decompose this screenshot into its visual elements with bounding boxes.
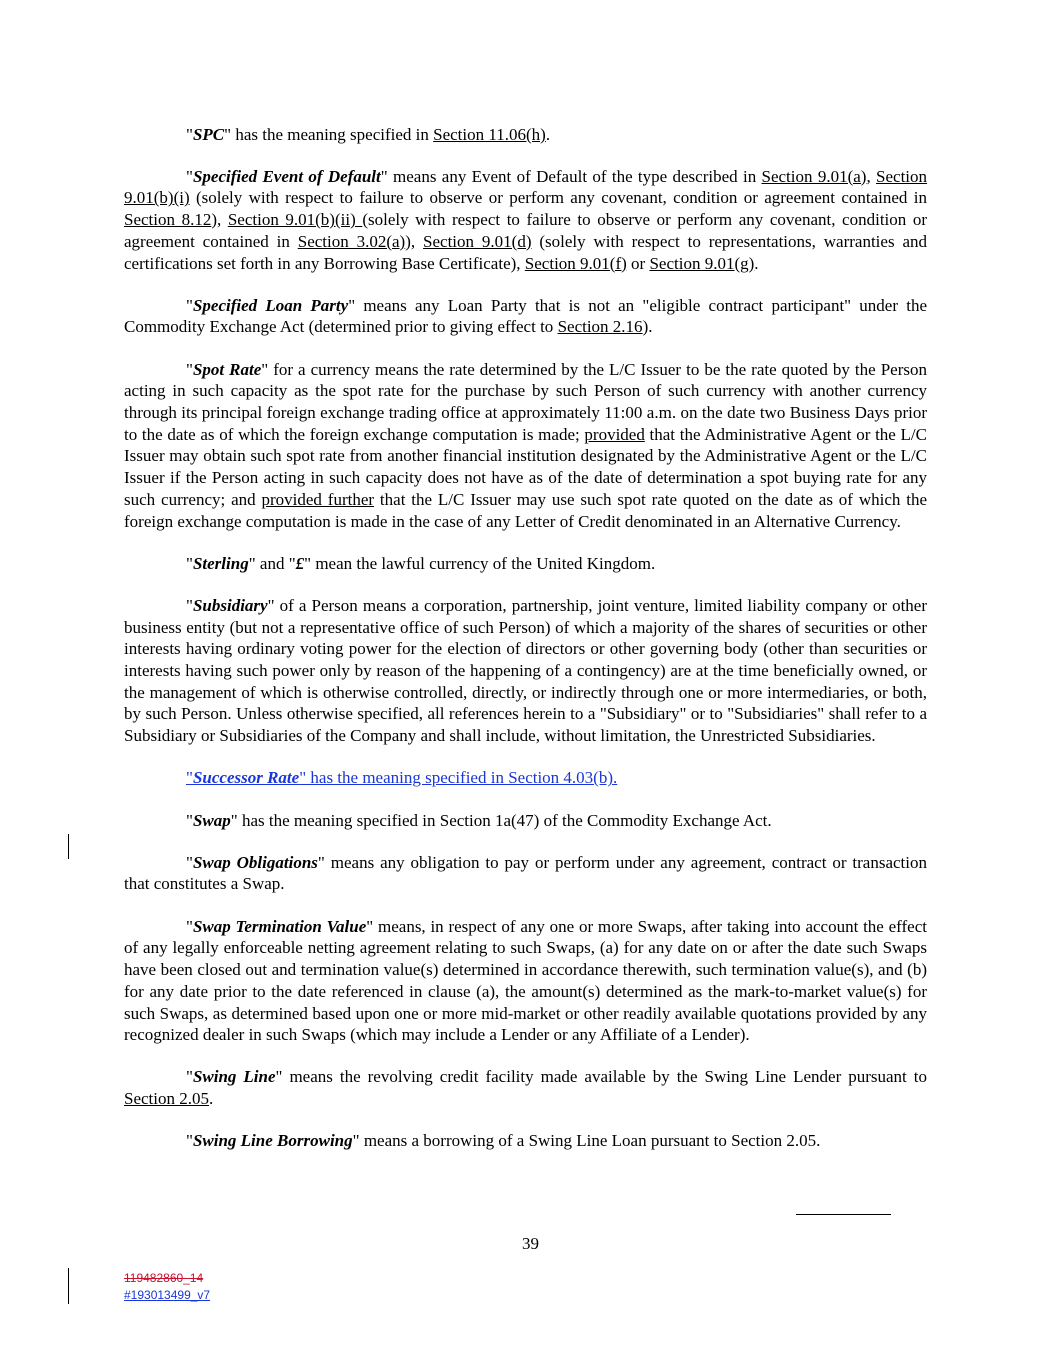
defined-term: SPC [192, 125, 225, 144]
provided-term: provided [584, 424, 645, 444]
defined-term: Successor Rate [192, 768, 300, 788]
defined-term: Spot Rate [192, 359, 262, 379]
cross-reference: Section 9.01(d) [423, 231, 532, 251]
change-bar [68, 1268, 69, 1304]
cross-reference: Section 9.01(g) [649, 253, 755, 273]
defined-term: Subsidiary [192, 595, 268, 615]
provided-further-term: provided further [261, 489, 375, 509]
defined-term: Swap Obligations [192, 852, 318, 872]
defined-term: £ [295, 553, 305, 573]
change-bar [68, 834, 69, 859]
definition-swap-obligations: "Swap Obligations" means any obligation to pay or perform under any agreement, contract or transaction that constitutes a Swap. [124, 852, 927, 894]
defined-term: Specified Loan Party [192, 295, 349, 315]
cross-reference: Section 8.12 [124, 210, 212, 230]
definition-successor-rate [124, 767, 927, 789]
footnote-rule [796, 1214, 891, 1215]
definition-swing-line: "Swing Line" means the revolving credit facility made available by the Swing Line Lender pursuant to Section 2.05. [124, 1067, 927, 1109]
definition-sterling: "Sterling" and "£" mean the lawful currency of the United Kingdom. [186, 553, 656, 573]
defined-term: Swing Line [192, 1067, 276, 1087]
defined-term: Swap [192, 810, 231, 830]
definition-swap: "Swap" has the meaning specified in Section 1a(47) of the Commodity Exchange Act. [186, 810, 772, 830]
definition-specified-event-of-default: "Specified Event of Default" means any Event of Default of the type described in Section 9.01(a), Section 9.01(b)(i) (solely with respect to failure to observe or perform any covenant, condition or agreement contained in Section 8.12), Section 9.01(b)(ii) (solely with respect to failure to observe or perform any covenant, condition or agreement contained in Section 3.02(a)), Section 9.01(d) (solely with respect to representations, warranties and certifications set forth in any Borrowing Base Certificate), Section 9.01(f) or Section 9.01(g). [124, 166, 928, 273]
defined-term: Specified Event of Default [192, 166, 381, 186]
cross-reference: Section 9.01(b)(ii) [227, 210, 363, 230]
cross-reference: Section 9.01(f) [524, 253, 627, 273]
defined-term: Sterling [192, 553, 249, 573]
definition-specified-loan-party: "Specified Loan Party" means any Loan Party that is not an "eligible contract participant" under the Commodity Exchange Act (determined prior to giving effect to Section 2.16). [124, 295, 927, 337]
inserted-document-id: #193013499_v7 [124, 1288, 211, 1302]
cross-reference: Section 2.05 [124, 1089, 209, 1109]
cross-reference: Section 9.01(a) [761, 166, 867, 186]
cross-reference: Section 3.02(a) [297, 231, 406, 251]
definition-subsidiary: "Subsidiary" of a Person means a corporation, partnership, joint venture, limited liability company or other business entity (but not a representative office of such Person) of which a majority of the shares of securities or other interests having ordinary voting power for the election of directors or other governing body (other than securities or interests having such power only by reason of the happening of a contingency) are at the time beneficially owned, or the management of which is otherwise controlled, directly, or indirectly through one or more intermediaries, or both, by such Person. Unless otherwise specified, all references herein to a "Subsidiary" or to "Subsidiaries" shall refer to a Subsidiary or Subsidiaries of the Company and shall include, without limitation, the Unrestricted Subsidiaries. [124, 595, 927, 746]
defined-term: Swing Line Borrowing [192, 1131, 353, 1151]
definition-swing-line-borrowing: "Swing Line Borrowing" means a borrowing of a Swing Line Loan pursuant to Section 2.05. [186, 1131, 821, 1151]
document-body [124, 124, 927, 1173]
defined-term: Swap Termination Value [192, 916, 367, 936]
tracked-insertion: "Successor Rate" has the meaning specified in Section 4.03(b). [186, 768, 618, 788]
cross-reference: Section 11.06(h) [433, 125, 546, 144]
definition-spot-rate: "Spot Rate" for a currency means the rate determined by the L/C Issuer to be the rate quoted by the Person acting in such capacity as the spot rate for the purchase by such Person of such currency with another currency through its principal foreign exchange trading office at approximately 11:00 a.m. on the date two Business Days prior to the date as of which the foreign exchange computation is made; provided that the Administrative Agent or the L/C Issuer may obtain such spot rate from another financial institution designated by the Administrative Agent or the L/C Issuer if the Person acting in such capacity does not have as of the date of determination a spot buying rate for any such currency; and provided further that the L/C Issuer may use such spot rate quoted on the date as of which the foreign exchange computation is made in the case of any Letter of Credit denominated in an Alternative Currency. [124, 359, 928, 531]
cross-reference: Section 9.01(b)(i) [124, 166, 928, 208]
cross-reference: Section 2.16 [557, 317, 643, 337]
page-number: 39 [522, 1234, 539, 1253]
deleted-document-id: 119482860_14 [124, 1271, 204, 1285]
definition-spc: "SPC" has the meaning specified in Section 11.06(h). [186, 125, 551, 144]
definition-swap-termination-value: "Swap Termination Value" means, in respect of any one or more Swaps, after taking into account the effect of any legally enforceable netting agreement relating to such Swaps, (a) for any date on or after the date such Swaps have been closed out and termination value(s) determined in accordance therewith, such termination value(s), and (b) for any date prior to the date referenced in clause (a), the amount(s) determined as the mark-to-market value(s) for such Swaps, as determined based upon one or more mid-market or other readily available quotations provided by any recognized dealer in such Swaps (which may include a Lender or any Affiliate of a Lender). [124, 916, 927, 1045]
